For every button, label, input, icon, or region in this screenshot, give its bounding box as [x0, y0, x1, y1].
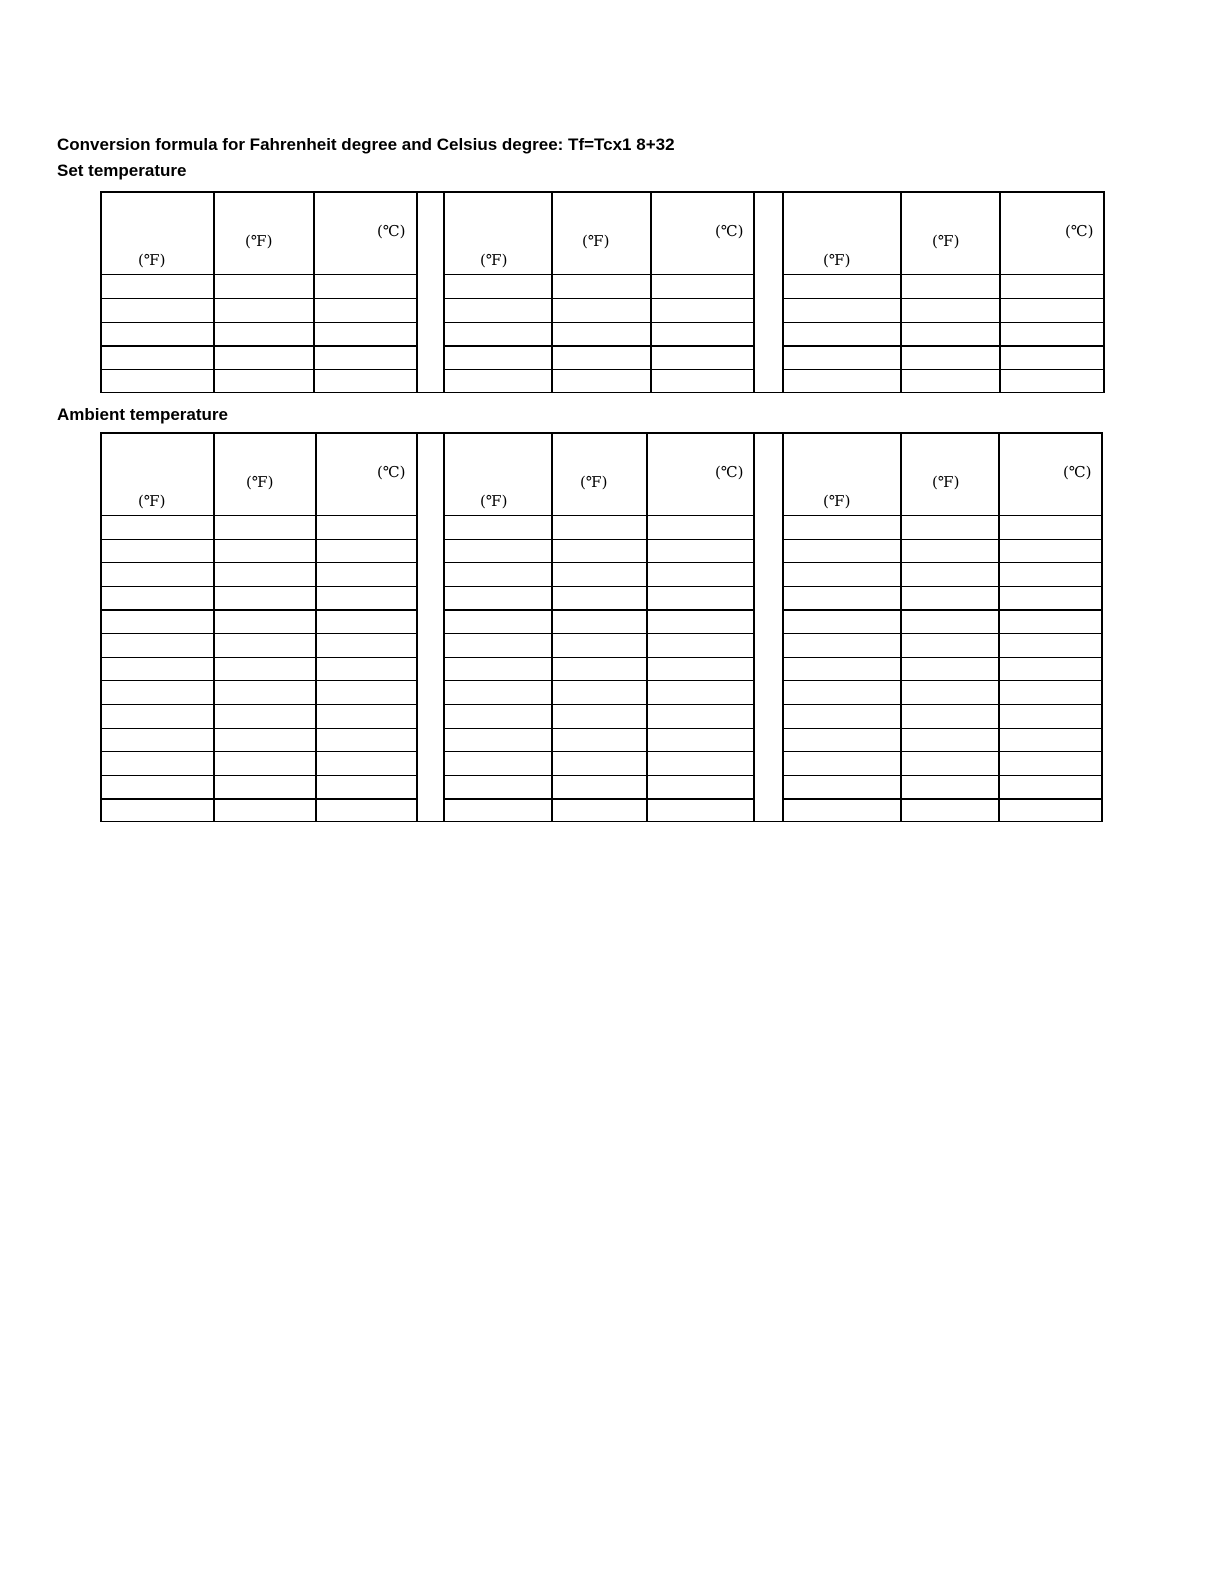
row-divider	[100, 657, 416, 658]
row-divider	[782, 539, 1103, 540]
unit-label: (℉)	[480, 492, 508, 510]
row-divider	[782, 798, 1103, 799]
column-divider	[443, 432, 445, 822]
row-divider	[443, 345, 753, 346]
row-divider	[443, 539, 753, 540]
row-divider	[100, 751, 416, 752]
column-divider	[999, 191, 1001, 393]
column-divider	[313, 191, 315, 393]
unit-label: (℉)	[582, 232, 610, 250]
ambient-temperature-title: Ambient temperature	[57, 405, 228, 424]
unit-label: (℃)	[1065, 222, 1094, 240]
column-divider	[782, 432, 784, 822]
column-divider	[551, 191, 553, 393]
column-divider	[646, 432, 648, 822]
row-divider	[443, 680, 753, 681]
unit-label: (℉)	[580, 473, 608, 491]
column-divider	[1103, 191, 1105, 393]
row-divider	[100, 539, 416, 540]
row-divider	[100, 728, 416, 729]
unit-label: (℃)	[715, 222, 744, 240]
row-divider	[782, 586, 1103, 587]
unit-label: (℃)	[377, 463, 406, 481]
row-divider	[782, 298, 1105, 299]
unit-label: (℃)	[715, 463, 744, 481]
column-divider	[753, 191, 755, 393]
row-divider	[443, 298, 753, 299]
row-divider	[782, 322, 1105, 323]
row-divider	[100, 274, 416, 275]
row-divider	[782, 680, 1103, 681]
unit-label: (℉)	[138, 251, 166, 269]
row-divider	[443, 515, 753, 516]
column-divider	[900, 191, 902, 393]
row-divider	[443, 633, 753, 634]
column-divider	[753, 432, 755, 822]
row-divider	[782, 728, 1103, 729]
row-divider	[100, 515, 416, 516]
row-divider	[782, 562, 1103, 563]
unit-label: (℉)	[932, 473, 960, 491]
row-divider	[100, 633, 416, 634]
row-divider	[443, 798, 753, 799]
column-divider	[100, 191, 102, 393]
row-divider	[782, 274, 1105, 275]
row-divider	[782, 369, 1105, 370]
row-divider	[782, 515, 1103, 516]
column-divider	[782, 191, 784, 393]
row-divider	[782, 345, 1105, 346]
row-divider	[782, 609, 1103, 610]
row-divider	[100, 369, 416, 370]
row-divider	[100, 680, 416, 681]
table-border-bottom	[100, 821, 1103, 823]
table-border-top	[100, 432, 1103, 434]
unit-label: (℃)	[1063, 463, 1092, 481]
column-divider	[416, 191, 418, 393]
table-border-bottom	[100, 392, 1105, 394]
row-divider	[100, 704, 416, 705]
column-divider	[315, 432, 317, 822]
row-divider	[443, 586, 753, 587]
column-divider	[213, 432, 215, 822]
unit-label: (℉)	[823, 492, 851, 510]
row-divider	[443, 369, 753, 370]
row-divider	[100, 562, 416, 563]
column-divider	[650, 191, 652, 393]
row-divider	[782, 751, 1103, 752]
row-divider	[100, 586, 416, 587]
conversion-formula-title: Conversion formula for Fahrenheit degree and Celsius degree: Tf=Tcx1 8+32	[57, 135, 675, 154]
row-divider	[100, 345, 416, 346]
set-temperature-table	[100, 191, 1105, 393]
row-divider	[782, 704, 1103, 705]
row-divider	[443, 704, 753, 705]
column-divider	[416, 432, 418, 822]
table-border-top	[100, 191, 1105, 193]
unit-label: (℉)	[932, 232, 960, 250]
row-divider	[100, 775, 416, 776]
row-divider	[443, 657, 753, 658]
column-divider	[443, 191, 445, 393]
column-divider	[900, 432, 902, 822]
unit-label: (℉)	[245, 232, 273, 250]
unit-label: (℉)	[480, 251, 508, 269]
column-divider	[100, 432, 102, 822]
row-divider	[443, 609, 753, 610]
row-divider	[782, 775, 1103, 776]
column-divider	[213, 191, 215, 393]
row-divider	[443, 562, 753, 563]
unit-label: (℉)	[246, 473, 274, 491]
column-divider	[998, 432, 1000, 822]
row-divider	[443, 274, 753, 275]
unit-label: (℉)	[138, 492, 166, 510]
row-divider	[443, 322, 753, 323]
row-divider	[100, 609, 416, 610]
column-divider	[1101, 432, 1103, 822]
unit-label: (℃)	[377, 222, 406, 240]
unit-label: (℉)	[823, 251, 851, 269]
row-divider	[443, 728, 753, 729]
ambient-temperature-table	[100, 432, 1105, 822]
set-temperature-title: Set temperature	[57, 161, 187, 180]
row-divider	[100, 322, 416, 323]
row-divider	[100, 298, 416, 299]
row-divider	[782, 633, 1103, 634]
row-divider	[782, 657, 1103, 658]
column-divider	[551, 432, 553, 822]
row-divider	[100, 798, 416, 799]
row-divider	[443, 751, 753, 752]
row-divider	[443, 775, 753, 776]
